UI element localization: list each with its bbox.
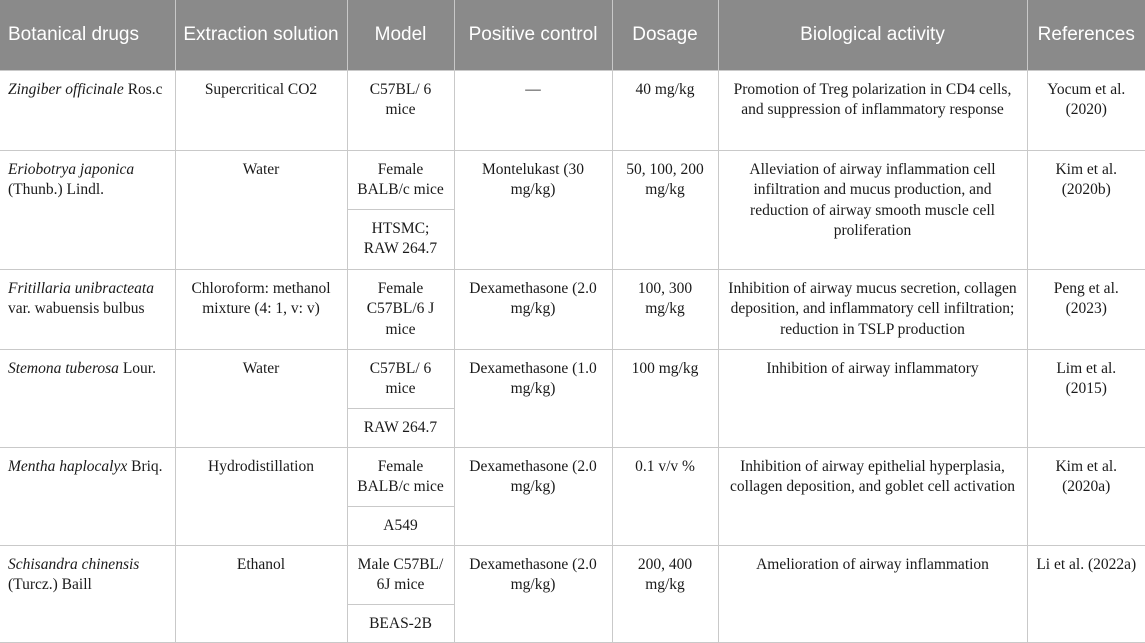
dosage-cell: 100 mg/kg: [612, 349, 718, 447]
table-row: [0, 269, 1145, 349]
extraction-cell: Water: [175, 349, 347, 447]
drug-authority: (Thunb.) Lindl.: [8, 181, 104, 198]
header-dosage: Dosage: [612, 0, 718, 70]
activity-cell: Amelioration of airway inflammation: [718, 545, 1027, 643]
model-cell: Female BALB/c mice: [347, 150, 454, 209]
drug-cell: [0, 269, 175, 349]
drug-scientific-name: Stemona tuberosa: [8, 359, 119, 377]
table-row: [0, 545, 1145, 604]
extraction-cell: Water: [175, 150, 347, 269]
drug-authority: Ros.c: [123, 80, 163, 98]
positive-control-cell: Dexamethasone (2.0 mg/kg): [454, 545, 612, 643]
drug-authority: Lour.: [118, 359, 156, 377]
extraction-cell: Supercritical CO2: [175, 70, 347, 150]
reference-cell: Li et al. (2022a): [1027, 545, 1145, 643]
dosage-cell: 40 mg/kg: [612, 70, 718, 150]
drug-cell: [0, 447, 175, 545]
reference-cell: Kim et al. (2020a): [1027, 447, 1145, 545]
drug-cell: [0, 545, 175, 643]
positive-control-cell: Dexamethasone (2.0 mg/kg): [454, 269, 612, 349]
header-botanical-drugs: Botanical drugs: [0, 0, 175, 70]
model-cell: A549: [347, 506, 454, 545]
drug-authority: var. wabuensis bulbus: [8, 300, 145, 317]
drug-scientific-name: Mentha haplocalyx: [8, 457, 128, 475]
dosage-cell: 200, 400 mg/kg: [612, 545, 718, 643]
drug-cell: [0, 349, 175, 447]
drug-scientific-name: Fritillaria unibracteata: [8, 279, 154, 297]
header-row: [0, 0, 1145, 70]
positive-control-cell: Dexamethasone (1.0 mg/kg): [454, 349, 612, 447]
table-row: [0, 150, 1145, 209]
model-cell: C57BL/ 6 mice: [347, 349, 454, 408]
extraction-cell: Ethanol: [175, 545, 347, 643]
model-cell: Female C57BL/6 J mice: [347, 269, 454, 349]
drug-authority: (Turcz.) Baill: [8, 576, 92, 593]
reference-cell: Kim et al. (2020b): [1027, 150, 1145, 269]
model-cell: HTSMC; RAW 264.7: [347, 209, 454, 269]
activity-cell: Inhibition of airway epithelial hyperplasia, collagen deposition, and goblet cell activation: [718, 447, 1027, 545]
reference-cell: Yocum et al. (2020): [1027, 70, 1145, 150]
model-cell: RAW 264.7: [347, 408, 454, 447]
extraction-cell: Hydrodistillation: [175, 447, 347, 545]
table-row: [0, 349, 1145, 408]
drug-cell: [0, 70, 175, 150]
header-references: References: [1027, 0, 1145, 70]
drug-scientific-name: Zingiber officinale: [8, 80, 124, 98]
table-row: [0, 70, 1145, 150]
dosage-cell: 0.1 v/v %: [612, 447, 718, 545]
extraction-cell: Chloroform: methanol mixture (4: 1, v: v): [175, 269, 347, 349]
positive-control-cell: Dexamethasone (2.0 mg/kg): [454, 447, 612, 545]
activity-cell: Alleviation of airway inflammation cell infiltration and mucus production, and reduction of airway smooth muscle cell proliferation: [718, 150, 1027, 269]
activity-cell: Inhibition of airway inflammatory: [718, 349, 1027, 447]
reference-cell: Peng et al. (2023): [1027, 269, 1145, 349]
model-cell: Male C57BL/ 6J mice: [347, 545, 454, 604]
dosage-cell: 50, 100, 200 mg/kg: [612, 150, 718, 269]
reference-cell: Lim et al. (2015): [1027, 349, 1145, 447]
drug-scientific-name: Schisandra chinensis: [8, 555, 140, 573]
table-row: [0, 447, 1145, 506]
model-cell: Female BALB/c mice: [347, 447, 454, 506]
drug-scientific-name: Eriobotrya japonica: [8, 160, 135, 178]
positive-control-cell: —: [454, 70, 612, 150]
header-extraction-solution: Extraction solution: [175, 0, 347, 70]
activity-cell: Promotion of Treg polarization in CD4 cells, and suppression of inflammatory response: [718, 70, 1027, 150]
drug-authority: Briq.: [127, 457, 163, 475]
header-biological-activity: Biological activity: [718, 0, 1027, 70]
positive-control-cell: Montelukast (30 mg/kg): [454, 150, 612, 269]
activity-cell: Inhibition of airway mucus secretion, collagen deposition, and inflammatory cell infiltration; reduction in TSLP production: [718, 269, 1027, 349]
header-positive-control: Positive control: [454, 0, 612, 70]
drug-cell: [0, 150, 175, 269]
model-cell: BEAS-2B: [347, 604, 454, 643]
dosage-cell: 100, 300 mg/kg: [612, 269, 718, 349]
header-model: Model: [347, 0, 454, 70]
model-cell: C57BL/ 6 mice: [347, 70, 454, 150]
